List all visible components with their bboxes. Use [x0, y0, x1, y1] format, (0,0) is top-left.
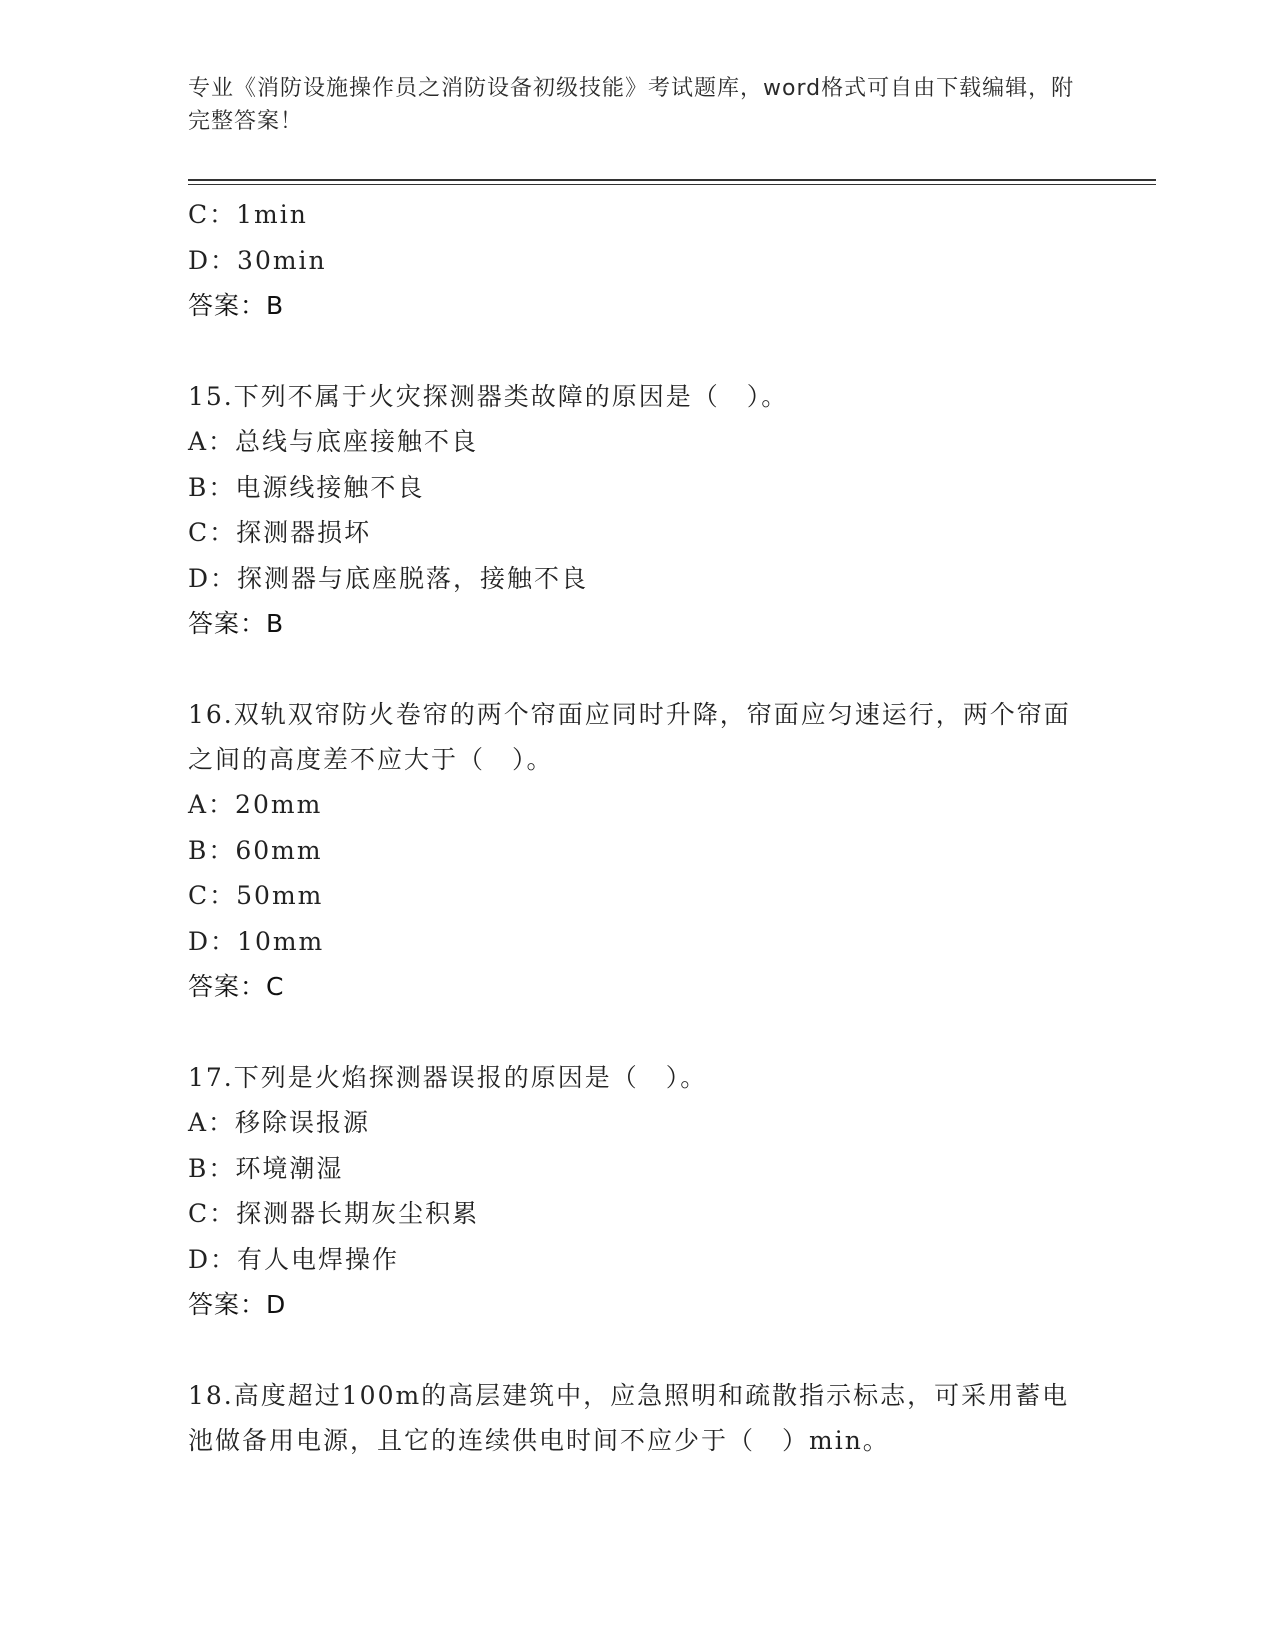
option-d: D：10mm: [188, 926, 325, 956]
question-text: 18.高度超过100m的高层建筑中，应急照明和疏散指示标志，可采用蓄电池做备用电源，且它的连续供电时间不应少于（ ）min。: [188, 1381, 1070, 1455]
spacer: [188, 1327, 1088, 1373]
option-c: C：探测器长期灰尘积累: [188, 1199, 480, 1228]
answer-line: 答案：B: [188, 609, 285, 638]
spacer: [188, 1009, 1088, 1055]
option-b: B：环境潮湿: [188, 1153, 344, 1183]
option-a: A：总线与底座接触不良: [188, 427, 479, 456]
question-block-18: [188, 1373, 1088, 1463]
question-text: 16.双轨双帘防火卷帘的两个帘面应同时升降，帘面应匀速运行，两个帘面之间的高度差不应大于（ ）。: [188, 700, 1071, 774]
option-c: C：探测器损坏: [188, 518, 372, 547]
question-block-15: [188, 374, 1088, 646]
spacer: [188, 646, 1088, 692]
option-b: B：60mm: [188, 835, 323, 865]
option-d: D：30min: [188, 245, 327, 275]
question-block-16: [188, 692, 1088, 1009]
question-text: 15.下列不属于火灾探测器类故障的原因是（ ）。: [188, 382, 789, 411]
question-list: [188, 192, 1088, 1463]
answer-line: 答案：D: [188, 1290, 287, 1319]
option-b: B：电源线接触不良: [188, 472, 425, 502]
document-header: 专业《消防设施操作员之消防设备初级技能》考试题库，word格式可自由下载编辑，附完整答案！: [188, 76, 1075, 134]
header-divider: [188, 179, 1156, 181]
header-divider-secondary: [188, 184, 1156, 185]
option-c: C：50mm: [188, 881, 324, 910]
question-block-17: [188, 1055, 1088, 1327]
option-c: C：1min: [188, 200, 308, 229]
answer-line: 答案：B: [188, 291, 285, 320]
question-text: 17.下列是火焰探测器误报的原因是（ ）。: [188, 1063, 708, 1092]
option-d: D：有人电焊操作: [188, 1244, 400, 1274]
answer-line: 答案：C: [188, 972, 285, 1001]
question-block-14: [188, 192, 1088, 328]
option-d: D：探测器与底座脱落，接触不良: [188, 563, 589, 593]
spacer: [188, 328, 1088, 374]
option-a: A：20mm: [188, 790, 323, 819]
option-a: A：移除误报源: [188, 1108, 371, 1137]
